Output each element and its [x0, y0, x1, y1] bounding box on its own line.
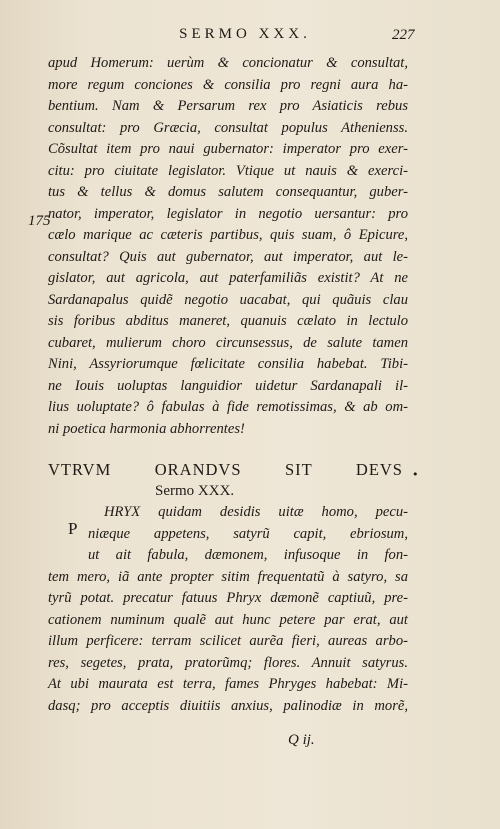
text-line: HRYX quidam desidis uitæ homo, pecu- — [104, 504, 408, 520]
text-line: cationem numinum qualẽ aut hunc petere par erat, aut — [48, 611, 408, 628]
text-line: illum perficere: terram scilicet aurẽa fieri, aureas arbo- — [48, 633, 408, 649]
text-line: niæque appetens, satyrũ capit, ebriosum, — [88, 525, 408, 542]
text-line: more regum conciones & consilia pro regni aura ha- — [48, 76, 408, 93]
text-line: tyrũ potat. precatur fatuus Phryx dæmonẽ captiuũ, pre- — [48, 590, 408, 606]
paragraph-2 — [48, 502, 408, 717]
drop-initial: P — [68, 519, 78, 538]
text-line: cubaret, mulierum choro circunsessus, de salute tamen — [48, 334, 408, 351]
catchword: Q ij. — [288, 732, 315, 748]
text-line: consultat: pro Græcia, consultat populus Athenienss. — [48, 119, 408, 136]
text-line: consultat? Quis aut gubernator, aut imperator, aut le- — [48, 248, 408, 265]
text-line: dasq; pro acceptis diuitiis anxius, palinodiæ in morẽ, — [48, 697, 408, 714]
text-line: At ubi maurata est terra, fames Phryges habebat: Mi- — [48, 676, 408, 692]
text-line: nator, imperator, legislator in negotio uersantur: pro — [48, 205, 408, 222]
text-line: Nini, Assyriorumque fœlicitate consilia habebat. Tibi- — [48, 356, 408, 372]
page-number: 227 — [392, 27, 415, 43]
text-line: apud Homerum: uerùm & concionatur & consultat, — [48, 55, 408, 71]
text-line: ut ait fabula, dæmonem, infusoque in fon- — [88, 547, 408, 563]
running-title: SERMO XXX. — [179, 26, 311, 42]
text-line: lius uoluptate? ô fabulas à fide remotissimas, & ab om- — [48, 399, 408, 415]
text-line: citu: pro ciuitate legislator. Vtique ut nauis & exerci- — [48, 162, 408, 179]
text-line: tus & tellus & domus salutem consequantur, guber- — [48, 184, 408, 200]
text-line: Sardanapalus quidẽ negotio uacabat, qui quãuis clau — [48, 291, 408, 308]
text-line: ni poetica harmonia abhorrentes! — [48, 420, 245, 437]
margin-line-number: 175 — [28, 213, 51, 229]
paragraph-1 — [48, 53, 408, 440]
text-line: gislator, aut agricola, aut paterfamiliãs existit? At ne — [48, 270, 408, 286]
sermon-label: Sermo XXX. — [155, 483, 235, 499]
asterisk-mark: • — [412, 468, 419, 481]
text-line: Cõsultat item pro naui gubernator: imperator pro exer- — [48, 141, 408, 157]
text-line: sis foribus abditus maneret, quanuis cælato in lectulo — [48, 313, 408, 329]
text-line: res, segetes, prata, pratorũmq; flores. Annuit satyrus. — [48, 654, 408, 671]
section-title: VTRVM ORANDVS SIT DEVS — [48, 460, 403, 479]
text-line: bentium. Nam & Persarum rex pro Asiaticis rebus — [48, 98, 408, 114]
text-line: cælo marique ac cæteris partibus, quis suam, ô Epicure, — [48, 227, 408, 243]
text-line: ne Iouis uoluptas languidior uidetur Sardanapali il- — [48, 377, 408, 394]
text-line: tem mero, iã ante propter sitim frequentatũ à satyro, sa — [48, 568, 408, 585]
